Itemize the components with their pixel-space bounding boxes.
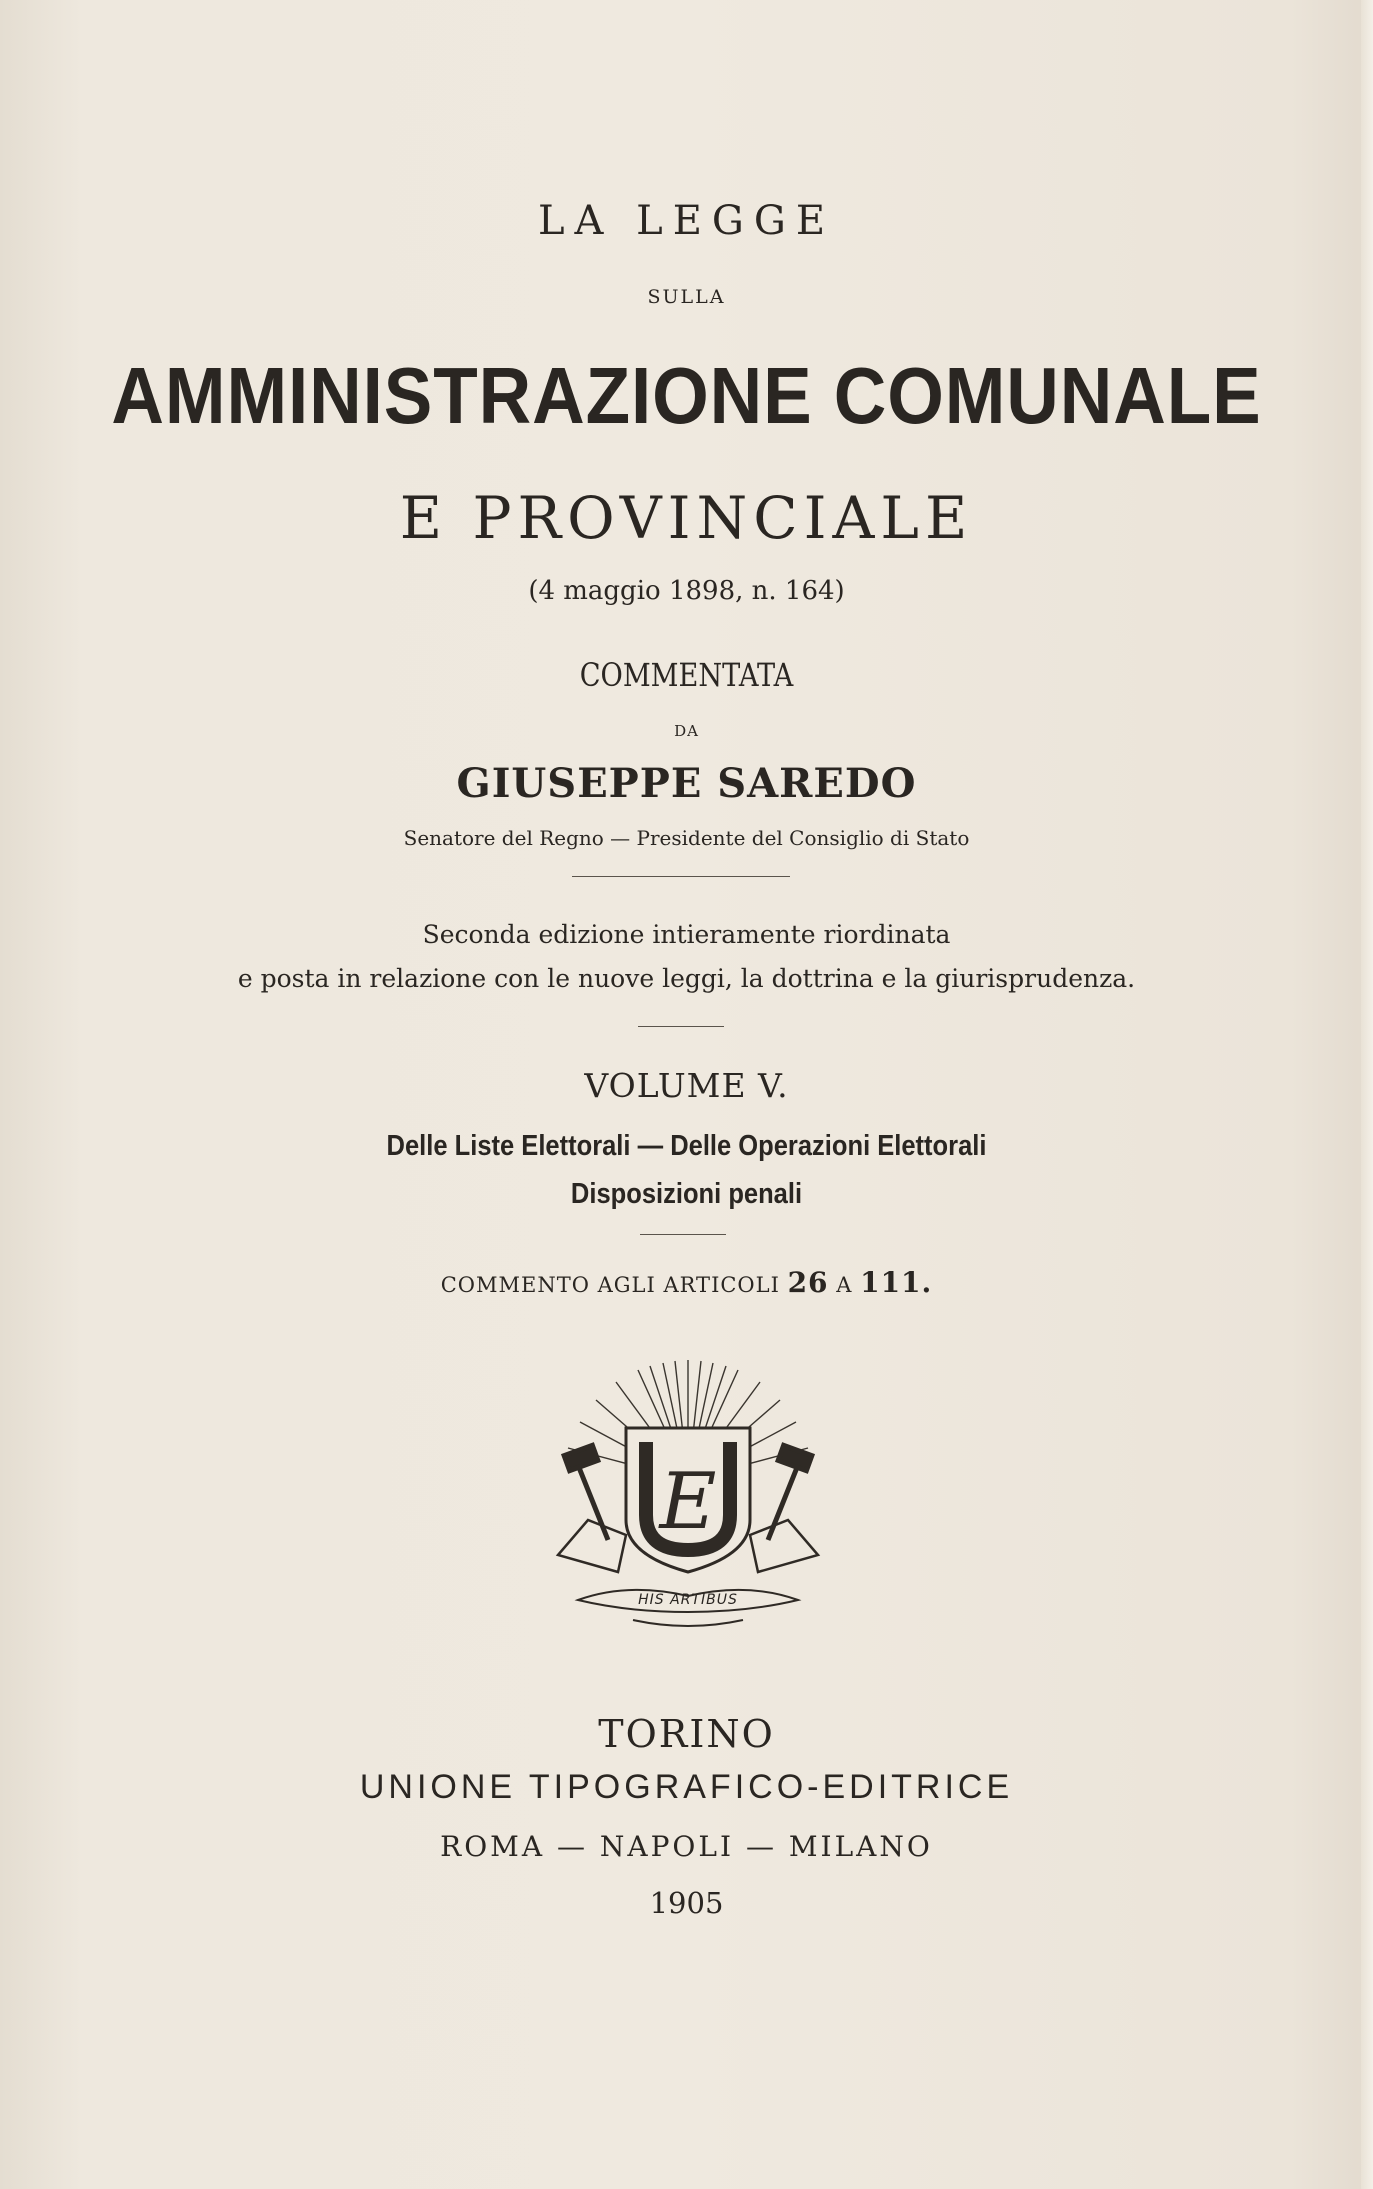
commento-a: A [836, 1273, 853, 1297]
divider-rule [638, 1026, 724, 1027]
publisher-emblem [548, 1350, 828, 1640]
city: TORINO [598, 1712, 775, 1756]
publication-year: 1905 [649, 1886, 724, 1920]
volume-label: VOLUME V. [584, 1066, 789, 1105]
publisher-name: UNIONE TIPOGRAFICO-EDITRICE [359, 1768, 1014, 1806]
subtitle: E PROVINCIALE [399, 484, 974, 552]
title-line-la-legge: LA LEGGE [537, 198, 836, 244]
contents-line-1: Delle Liste Elettorali — Delle Operazioni Elettorali [386, 1130, 987, 1162]
main-title: AMMINISTRAZIONE COMUNALE [111, 351, 1262, 440]
divider-rule [572, 876, 790, 877]
da-label: DA [674, 722, 699, 740]
edition-line-1: Seconda edizione intieramente riordinata [422, 920, 951, 949]
edition-line-2: e posta in relazione con le nuove leggi, la dottrina e la giurisprudenza. [237, 964, 1136, 993]
commento-prefix: COMMENTO AGLI ARTICOLI [440, 1273, 780, 1297]
commento-line [0, 1266, 1373, 1299]
author-name: GIUSEPPE SAREDO [456, 760, 917, 807]
divider-rule [640, 1234, 726, 1235]
emblem-motto: HIS ARTIBUS [638, 1592, 738, 1608]
title-line-sulla: SULLA [647, 286, 726, 308]
commentata-label: COMMENTATA [579, 656, 794, 694]
article-to: 111. [860, 1266, 933, 1299]
author-roles: Senatore del Regno — Presidente del Consiglio di Stato [403, 826, 970, 850]
svg-text:E: E [659, 1457, 717, 1547]
branch-cities: ROMA — NAPOLI — MILANO [440, 1830, 933, 1863]
contents-line-2: Disposizioni penali [570, 1178, 803, 1210]
article-from: 26 [787, 1266, 829, 1299]
law-reference: (4 maggio 1898, n. 164) [528, 576, 845, 606]
